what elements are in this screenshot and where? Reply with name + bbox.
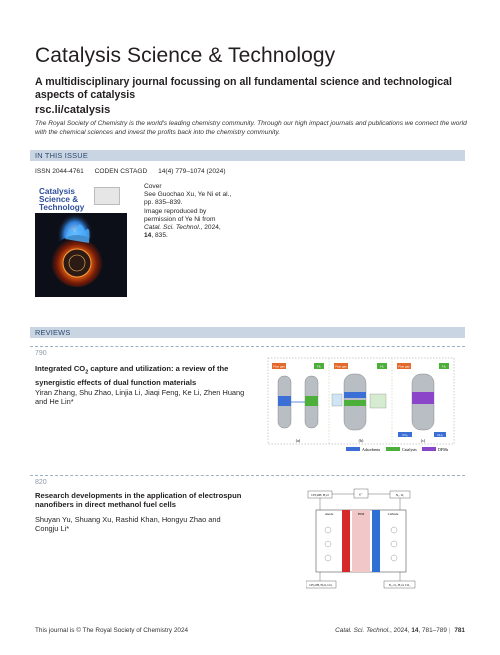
issue-identifiers — [35, 168, 235, 175]
cover-cite-year: , 2024, — [200, 224, 221, 232]
fig1-legend-dfms: DFMs — [438, 446, 449, 452]
journal-subtitle: A multidisciplinary journal focussing on all fundamental science and technological aspects of catalysis — [35, 76, 452, 101]
fig1-label-7: CH₄ — [437, 432, 443, 437]
footer-copyright: This journal is © The Royal Society of Chemistry 2024 — [35, 627, 189, 634]
fig1-legend-catalysts: Catalysts — [402, 446, 417, 452]
cover-line-1: See Guochao Xu, Ye Ni et al., — [144, 191, 232, 199]
article-2-page[interactable]: 820 — [35, 479, 47, 486]
fig1-label-4: Flue gas — [398, 364, 410, 369]
footer-divider: | — [448, 627, 451, 634]
fig2-cathode-layer — [372, 510, 380, 572]
cover-footer — [35, 297, 127, 311]
fig1-panel-a: (a) — [295, 438, 301, 443]
fig2-cathode: Cathode — [387, 512, 399, 516]
article-1-title-post: capture and utilization: a review of the synergistic effects of dual function materials — [35, 364, 229, 387]
fig2-pem: PEM — [357, 512, 365, 516]
fig2-bottom-left: CH₃OH, H₂O, CO₂ — [309, 583, 333, 587]
cover-journal-title: Catalysis Science & Technology — [39, 188, 91, 211]
journal-blurb: The Royal Society of Chemistry is the world's leading chemistry community. Through our high impact journals and publications we connect the world with the chemical sciences and invest the profits back into the chemistry community. — [35, 120, 467, 136]
footer-citation — [310, 627, 465, 634]
footer-pages: , 781–789 — [418, 627, 447, 634]
fig1-panel-b: (b) — [358, 438, 364, 443]
fig1-legend-swatch-adsorbents — [346, 447, 360, 451]
fig1-label-2: Flue gas — [335, 364, 347, 369]
cover-citation — [144, 224, 254, 232]
fig1-adsorbent-bed — [278, 396, 291, 406]
fig1-catalyst-bed — [305, 396, 318, 406]
fig2-load: e⁻ — [359, 492, 363, 497]
fig1-legend-swatch-dfms — [422, 447, 436, 451]
footer-volume: 14 — [411, 627, 419, 634]
cover-line-3: Image reproduced by — [144, 207, 207, 215]
in-this-issue-label: IN THIS ISSUE — [35, 151, 88, 160]
article-2-authors: Shuyan Yu, Shuang Xu, Rashid Khan, Hongyu Zhao and Congju Li* — [35, 515, 221, 534]
issn: ISSN 2044-4761 — [35, 168, 84, 175]
cover-citation-2 — [144, 232, 254, 240]
fig1-label-5: H₂ — [442, 364, 446, 369]
article-1-title-sub: 2 — [85, 369, 89, 376]
fig2-top-right: N₂, O₂ — [395, 493, 405, 497]
in-this-issue-bar — [30, 150, 465, 161]
fig2-anode: Anode — [324, 512, 334, 516]
article-2-figure[interactable] — [306, 486, 416, 590]
fig2-anode-layer — [342, 510, 350, 572]
fig1-label-0: Flue gas — [273, 364, 285, 369]
fig1-legend-swatch-catalysts — [386, 447, 400, 451]
reviews-bar — [30, 327, 465, 338]
cover-caption — [144, 183, 254, 240]
coden: CODEN CSTAGD — [94, 168, 148, 175]
fig2-top-left: CH₃OH, H₂O — [311, 493, 329, 497]
article-1-authors: Yiran Zhang, Shu Zhao, Linjia Li, Jiaqi Feng, Ke Li, Zhen Huang and He Lin* — [35, 388, 245, 407]
article-1-separator — [30, 346, 465, 347]
footer-page-number: 781 — [454, 627, 465, 634]
fig1-label-1: H₂ — [317, 364, 321, 369]
article-1-page[interactable]: 790 — [35, 350, 47, 357]
journal-url[interactable]: rsc.li/catalysis — [35, 104, 111, 116]
reviews-label: REVIEWS — [35, 328, 71, 337]
cover-cite-page: , 835. — [151, 232, 168, 240]
cover-image[interactable] — [35, 183, 127, 311]
cover-cite-vol: 14 — [144, 232, 152, 240]
cover-heading: Cover — [144, 183, 162, 190]
flame-sphere-illustration — [35, 183, 127, 311]
fig1-label-3: H₂ — [380, 364, 384, 369]
article-2-title[interactable]: Research developments in the application of electrospun nanofibers in direct methanol fuel cells — [35, 491, 242, 510]
cover-cite-journal: Catal. Sci. Technol. — [144, 224, 201, 232]
article-1-title-pre: Integrated CO — [35, 364, 86, 373]
fig1-panel-c: (c) — [420, 438, 426, 443]
footer-journal: Catal. Sci. Technol. — [335, 627, 390, 634]
volume-info: 14(4) 779–1074 (2024) — [158, 168, 226, 175]
journal-title: Catalysis Science & Technology — [35, 44, 336, 67]
article-1-title[interactable] — [35, 364, 245, 387]
cover-line-2: pp. 835–839. — [144, 199, 183, 207]
article-2-separator — [30, 475, 465, 476]
fig1-label-6: CO₂ — [402, 432, 408, 437]
fig2-pem-layer — [352, 510, 370, 572]
fig2-bottom-right: N₂, O₂, H₂O, CO₂ — [388, 583, 411, 587]
article-1-figure[interactable] — [266, 356, 456, 456]
cover-line-4: permission of Ye Ni from — [144, 215, 216, 223]
footer-year: , 2024, — [390, 627, 410, 634]
fig1-legend-adsorbents: Adsorbents — [362, 446, 381, 452]
